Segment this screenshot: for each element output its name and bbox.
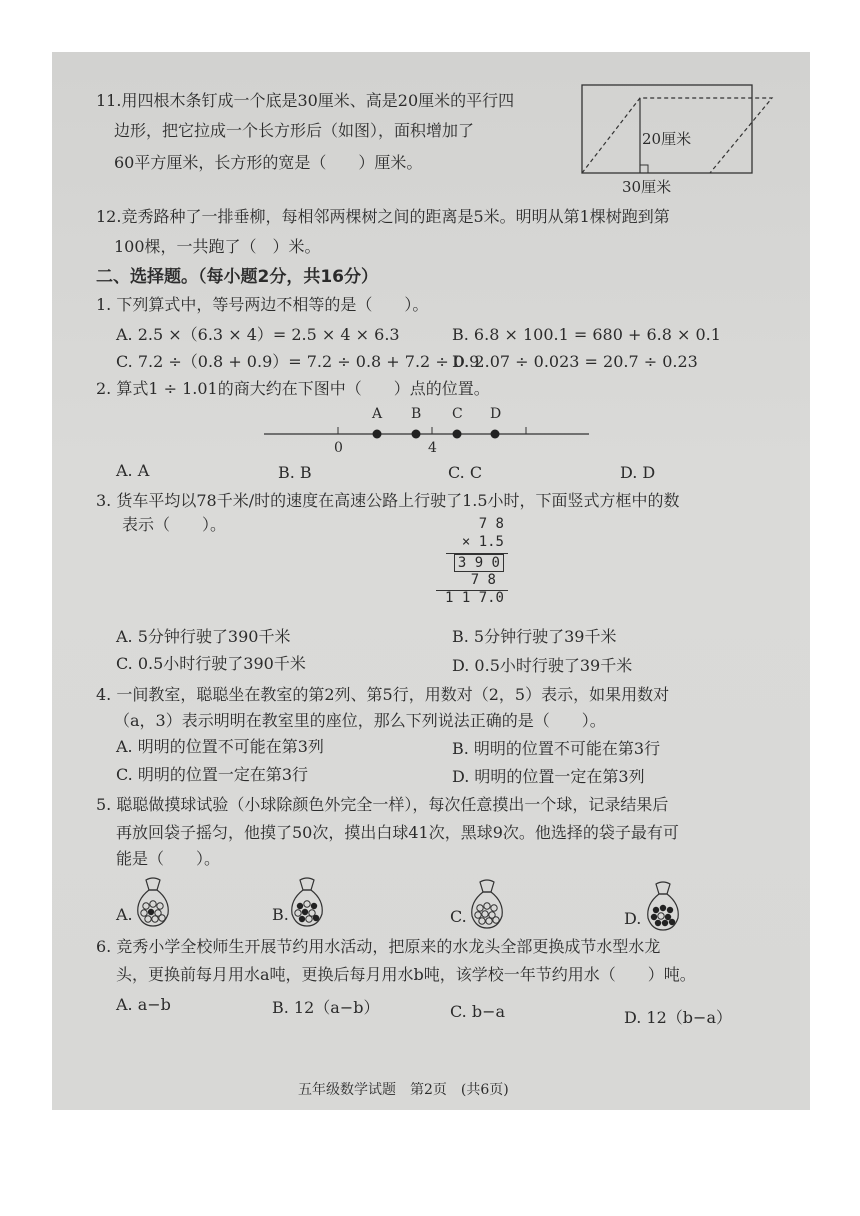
calc-row-4: 7 8 [470,572,496,588]
point-a [373,430,382,439]
calc-row-2: × 1.5 [461,534,504,550]
calc-boxed-row: 3 9 0 [454,554,504,572]
c1-option-a: A. 2.5 ×（6.3 × 4）= 2.5 × 4 × 6.3 [116,325,400,344]
c2-stem: 2. 算式1 ÷ 1.01的商大约在下图中（ ）点的位置。 [96,379,490,398]
exam-page [52,52,810,1110]
c2-option-a: A. A [116,461,150,480]
right-angle-mark [640,165,648,173]
point-c [453,430,462,439]
c6-option-c: C. b−a [450,1002,506,1021]
c4-option-a: A. 明明的位置不可能在第3列 [116,737,324,756]
height-label: 20厘米 [642,130,692,148]
c5-line3: 能是（ ）。 [116,849,221,868]
c2-option-d: D. D [620,463,656,482]
c5-option-d: D. [624,909,642,928]
point-label-d: D [490,406,502,422]
q11-line1: 11.用四根木条钉成一个底是30厘米、高是20厘米的平行四 [96,91,515,110]
bag-c-icon [468,878,506,930]
calc-row-1: 7 8 [478,516,504,532]
q12-line1: 12.竞秀路种了一排垂柳，每相邻两棵树之间的距离是5米。明明从第1棵树跑到第 [96,207,670,226]
point-b [412,430,421,439]
base-label: 30厘米 [622,178,672,196]
c1-option-b: B. 6.8 × 100.1 = 680 + 6.8 × 0.1 [452,325,721,344]
tick-label-2: 4 [428,440,437,456]
c3-option-a: A. 5分钟行驶了390千米 [116,627,291,646]
c6-option-d: D. 12（b−a） [624,1008,732,1027]
point-label-b: B [411,406,422,422]
bag-a-icon [134,876,172,928]
point-d [491,430,500,439]
bag-d-icon [644,880,682,932]
c4-option-c: C. 明明的位置一定在第3行 [116,765,309,784]
c2-option-c: C. C [448,463,483,482]
c3-line2: 表示（ ）。 [122,515,227,534]
c1-option-c: C. 7.2 ÷（0.8 + 0.9）= 7.2 ÷ 0.8 + 7.2 ÷ 0.9 [116,352,480,371]
c6-line2: 头，更换前每月用水a吨，更换后每月用水b吨，该学校一年节约用水（ ）吨。 [116,965,696,984]
vertical-multiplication [432,516,512,606]
point-label-c: C [452,406,463,422]
c5-line2: 再放回袋子摇匀，他摸了50次，摸出白球41次，黑球9次。他选择的袋子最有可 [116,823,679,842]
c2-option-b: B. B [278,463,312,482]
q11-line3: 60平方厘米，长方形的宽是（ ）厘米。 [114,153,423,172]
q11-line2: 边形，把它拉成一个长方形后（如图），面积增加了 [114,121,475,140]
point-label-a: A [372,406,383,422]
c4-line2: （a，3）表示明明在教室里的座位，那么下列说法正确的是（ ）。 [114,711,606,730]
c6-line1: 6. 竞秀小学全校师生开展节约用水活动，把原来的水龙头全部更换成节水型水龙 [96,937,661,956]
c3-option-b: B. 5分钟行驶了39千米 [452,627,617,646]
c5-option-a: A. [116,905,133,924]
tick-label-0: 0 [334,440,343,456]
c1-stem: 1. 下列算式中，等号两边不相等的是（ ）。 [96,295,429,314]
c3-line1: 3. 货车平均以78千米/时的速度在高速公路上行驶了1.5小时，下面竖式方框中的数 [96,491,680,510]
parallelogram-figure [572,80,772,195]
calc-result: 1 1 7.0 [444,590,504,606]
c1-option-d: D. 2.07 ÷ 0.023 = 20.7 ÷ 0.23 [452,352,698,371]
c4-option-d: D. 明明的位置一定在第3列 [452,767,645,786]
c4-option-b: B. 明明的位置不可能在第3行 [452,739,661,758]
number-line [264,402,594,457]
c3-option-d: D. 0.5小时行驶了39千米 [452,656,633,675]
c4-line1: 4. 一间教室，聪聪坐在教室的第2列、第5行，用数对（2，5）表示，如果用数对 [96,685,670,704]
c6-option-b: B. 12（a−b） [272,998,380,1017]
section-title: 二、选择题。（每小题2分，共16分） [96,267,378,287]
c5-line1: 5. 聪聪做摸球试验（小球除颜色外完全一样），每次任意摸出一个球，记录结果后 [96,795,669,814]
q12-line2: 100棵，一共跑了（ ）米。 [114,237,321,256]
c5-option-b: B. [272,905,289,924]
c5-option-c: C. [450,907,467,926]
page-footer: 五年级数学试题 第2页 (共6页) [298,1082,509,1098]
c3-option-c: C. 0.5小时行驶了390千米 [116,654,306,673]
c6-option-a: A. a−b [116,995,171,1014]
bag-b-icon [288,876,326,928]
